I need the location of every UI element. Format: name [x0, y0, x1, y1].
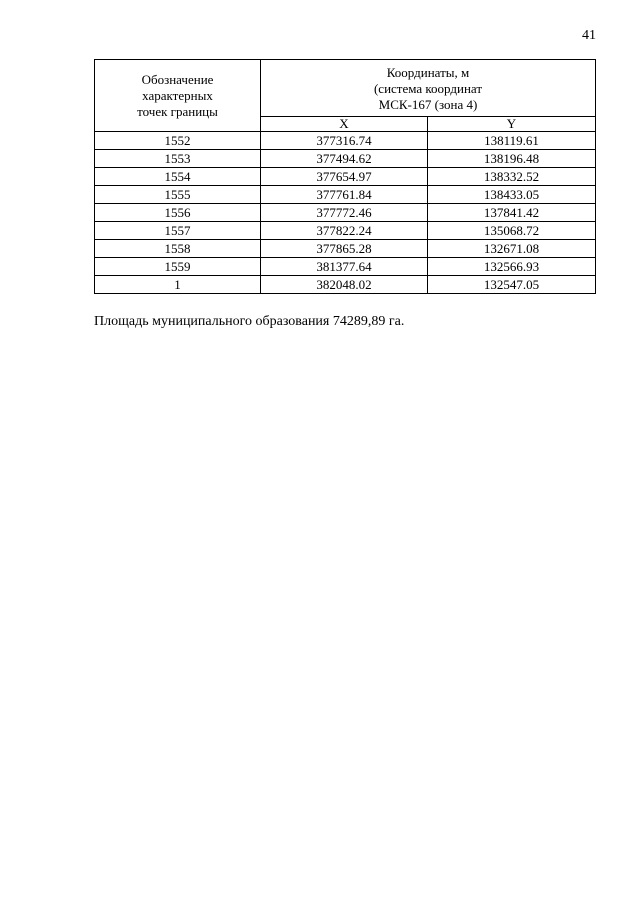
header-point-line: точек границы: [137, 103, 218, 119]
header-coords-line: МСК-167 (зона 4): [378, 97, 478, 112]
y-cell: 138119.61: [428, 132, 596, 150]
x-cell: 377761.84: [261, 186, 428, 204]
page-number: 41: [582, 28, 596, 43]
y-cell: 137841.42: [428, 204, 596, 222]
header-coords-line: Координаты, м: [386, 65, 470, 80]
x-cell: 377494.62: [261, 150, 428, 168]
y-cell: 132566.93: [428, 258, 596, 276]
table-row: [95, 204, 596, 222]
table-row: [95, 276, 596, 294]
table-row: [95, 132, 596, 150]
header-y: Y: [428, 117, 596, 132]
header-point-line: Обозначение: [141, 71, 214, 87]
point-cell: 1558: [95, 240, 261, 258]
y-cell: 138196.48: [428, 150, 596, 168]
table-row: [95, 222, 596, 240]
x-cell: 381377.64: [261, 258, 428, 276]
table-row: [95, 258, 596, 276]
header-x: X: [261, 117, 428, 132]
x-cell: 377316.74: [261, 132, 428, 150]
header-point-designation: [95, 60, 261, 132]
y-cell: 132671.08: [428, 240, 596, 258]
y-cell: 135068.72: [428, 222, 596, 240]
header-point-line: характерных: [142, 87, 213, 103]
x-cell: 377865.28: [261, 240, 428, 258]
y-cell: 138433.05: [428, 186, 596, 204]
point-cell: 1556: [95, 204, 261, 222]
table-row: [95, 168, 596, 186]
table-row: [95, 240, 596, 258]
area-note: Площадь муниципального образования 74289,89 га.: [94, 314, 405, 329]
point-cell: 1553: [95, 150, 261, 168]
table-row: [95, 150, 596, 168]
point-cell: 1554: [95, 168, 261, 186]
x-cell: 382048.02: [261, 276, 428, 294]
header-coords-line: (система координат: [373, 81, 483, 96]
point-cell: 1: [95, 276, 261, 294]
header-coordinates: [261, 60, 596, 117]
y-cell: 132547.05: [428, 276, 596, 294]
point-cell: 1557: [95, 222, 261, 240]
table-row: [95, 186, 596, 204]
y-cell: 138332.52: [428, 168, 596, 186]
coordinates-table: [94, 59, 596, 294]
x-cell: 377772.46: [261, 204, 428, 222]
point-cell: 1552: [95, 132, 261, 150]
x-cell: 377654.97: [261, 168, 428, 186]
x-cell: 377822.24: [261, 222, 428, 240]
point-cell: 1555: [95, 186, 261, 204]
point-cell: 1559: [95, 258, 261, 276]
